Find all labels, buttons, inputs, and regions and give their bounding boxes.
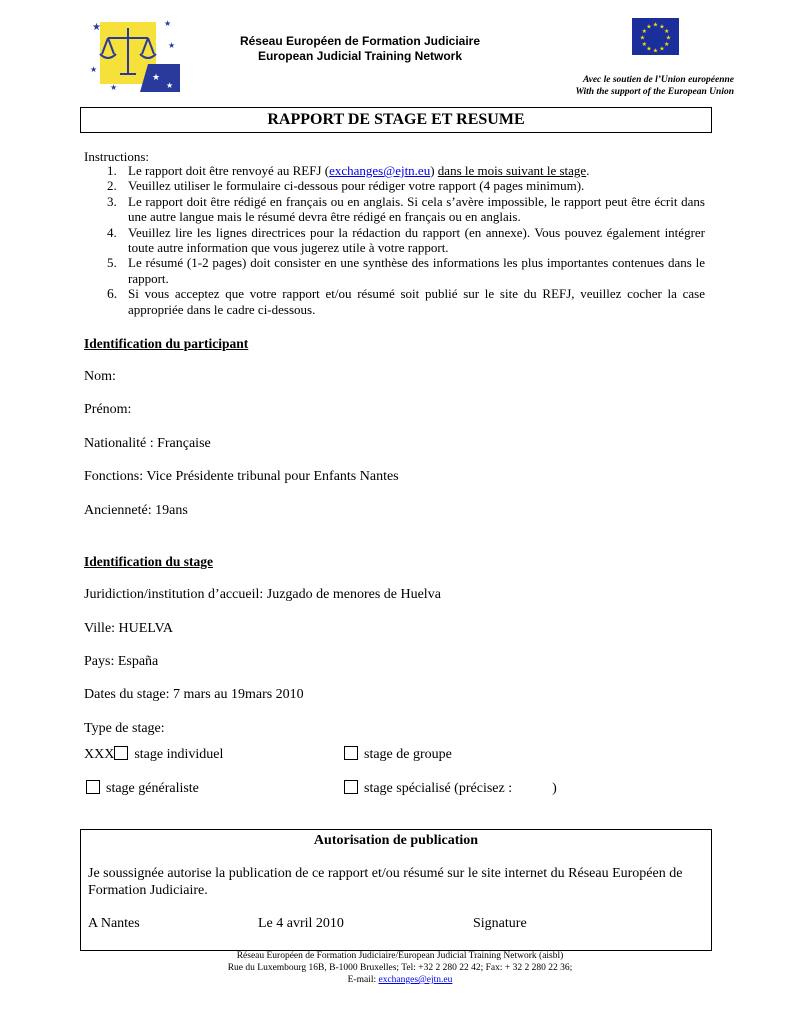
svg-text:★: ★ (641, 41, 647, 48)
footer-line-2: Rue du Luxembourg 16B, B-1000 Bruxelles; Tel: +32 2 280 22 42; Fax: + 32 2 280 22 36; (227, 963, 573, 973)
eu-support-note (520, 74, 734, 98)
svg-text:★: ★ (110, 83, 118, 92)
footer-email-link[interactable]: exchanges@ejtn.eu (378, 975, 453, 985)
instruction-number: 1. (107, 163, 117, 178)
participant-heading: Identification du participant (84, 336, 249, 351)
instruction-text: Le rapport doit être rédigé en français ou en anglais. Si cela s’avère impossible, le rapport peut être écrit dans une autre langue mais le résumé devra être rédigé en français ou en anglais. (128, 193, 705, 225)
svg-text:★: ★ (166, 81, 174, 90)
svg-text:★: ★ (646, 23, 652, 31)
option-generaliste (86, 780, 199, 797)
prenom-field: Prénom: (84, 402, 132, 417)
support-fr: Avec le soutien de l’Union européenne (582, 75, 734, 85)
type-label: Type de stage: (84, 721, 165, 736)
option-groupe (344, 746, 452, 763)
svg-text:★: ★ (652, 21, 659, 29)
nom-field: Nom: (84, 369, 116, 384)
instruction-item (84, 286, 705, 317)
email-link[interactable]: exchanges@ejtn.eu (329, 163, 431, 178)
svg-text:★: ★ (664, 28, 670, 35)
option-individuel (84, 746, 223, 763)
instruction-text: Veuillez utiliser le formulaire ci-dessous pour rédiger votre rapport (4 pages minimum). (128, 178, 585, 194)
footer-email-label: E-mail: (347, 975, 379, 985)
individuel-label: stage individuel (134, 747, 224, 762)
instruction-number: 5. (107, 255, 117, 271)
ville-field: Ville: HUELVA (84, 621, 173, 636)
checkbox-individuel[interactable] (114, 746, 128, 760)
dates-field: Dates du stage: 7 mars au 19mars 2010 (84, 687, 304, 702)
ejtn-logo (88, 14, 180, 92)
support-en: With the support of the European Union (575, 87, 734, 97)
instruction-item (84, 225, 705, 256)
authorisation-place: A Nantes (88, 916, 140, 931)
groupe-label: stage de groupe (364, 747, 452, 762)
document-title: RAPPORT DE STAGE ET RESUME (80, 107, 712, 133)
instruction-text: Le rapport doit être renvoyé au REFJ ( (128, 163, 330, 178)
juridiction-field: Juridiction/institution d’accueil: Juzgado de menores de Huelva (84, 587, 441, 602)
selection-marker: XXX (84, 747, 115, 762)
svg-text:★: ★ (641, 28, 647, 35)
instruction-item (84, 178, 705, 193)
authorisation-box (80, 829, 712, 951)
organization-name (200, 34, 520, 64)
page-footer (150, 950, 650, 986)
instruction-text: Le résumé (1-2 pages) doit consister en une synthèse des informations les plus importantes contenues dans le rapport. (128, 255, 705, 286)
org-name-en: European Judicial Training Network (257, 49, 463, 63)
instructions-list (84, 163, 705, 317)
svg-text:★: ★ (168, 41, 176, 50)
instruction-number: 2. (107, 178, 117, 194)
svg-text:★: ★ (665, 34, 672, 42)
pays-field: Pays: España (84, 654, 159, 669)
svg-text:★: ★ (639, 34, 646, 42)
checkbox-generaliste[interactable] (86, 780, 100, 794)
svg-text:★: ★ (152, 73, 161, 83)
svg-text:★: ★ (659, 23, 665, 31)
instruction-item (84, 163, 705, 178)
instruction-text: ) (430, 163, 438, 178)
authorisation-date: Le 4 avril 2010 (258, 916, 344, 931)
deadline-text: dans le mois suivant le stage (437, 163, 587, 178)
stage-heading: Identification du stage (84, 554, 214, 569)
instruction-number: 6. (107, 286, 118, 302)
instruction-number: 3. (107, 193, 117, 209)
eu-flag-icon (632, 18, 679, 55)
instruction-text: . (586, 163, 590, 178)
anciennete-field: Ancienneté: 19ans (84, 503, 188, 518)
footer-line-1: Réseau Européen de Formation Judiciaire/European Judicial Training Network (aisbl) (236, 951, 564, 961)
fonctions-field: Fonctions: Vice Présidente tribunal pour Enfants Nantes (84, 469, 399, 484)
svg-text:★: ★ (646, 45, 652, 53)
svg-text:★: ★ (164, 19, 172, 28)
authorisation-text: Je soussignée autorise la publication de ce rapport et/ou résumé sur le site internet du Réseau Européen de Formation Judiciaire. (88, 866, 683, 898)
instruction-text: Si vous acceptez que votre rapport et/ou résumé soit publié sur le site du REFJ, veuillez cocher la case appropriée dans le cadre ci-dessous. (128, 286, 705, 317)
instruction-item (84, 194, 705, 225)
nationalite-field: Nationalité : Française (84, 436, 211, 451)
instruction-text: Veuillez lire les lignes directrices pour la rédaction du rapport (en annexe). Vous pouvez également intégrer toute autre information que vous jugerez utile à votre rapport. (128, 224, 705, 256)
svg-text:★: ★ (92, 22, 101, 33)
svg-text:★: ★ (652, 47, 659, 55)
generaliste-label: stage généraliste (106, 781, 199, 796)
checkbox-specialise[interactable] (344, 780, 358, 794)
footer-email-line (150, 974, 650, 986)
svg-text:★: ★ (659, 45, 665, 53)
authorisation-title: Autorisation de publication (313, 833, 479, 848)
specialise-label: stage spécialisé (précisez : (364, 781, 513, 796)
eu-flag (632, 18, 679, 55)
signature-label: Signature (473, 916, 527, 931)
svg-text:★: ★ (664, 41, 670, 48)
scales-of-justice-icon (88, 14, 180, 92)
specialise-close: ) (552, 781, 557, 796)
instruction-number: 4. (107, 224, 117, 240)
instructions-heading: Instructions: (84, 149, 149, 164)
svg-text:★: ★ (90, 65, 98, 74)
org-name-fr: Réseau Européen de Formation Judiciaire (239, 34, 481, 48)
instruction-item (84, 255, 705, 286)
option-specialise (344, 780, 557, 797)
checkbox-groupe[interactable] (344, 746, 358, 760)
